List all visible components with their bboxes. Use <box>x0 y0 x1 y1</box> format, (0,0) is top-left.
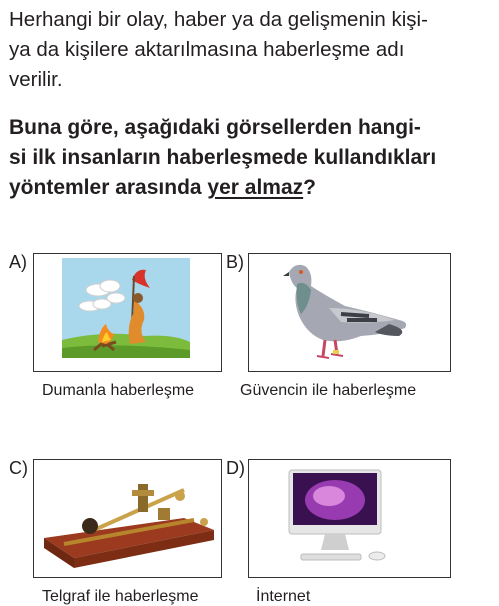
question-line-3 <box>9 173 495 203</box>
pigeon-photo <box>249 254 450 371</box>
question-line-1: Buna göre, aşağıdaki görsellerden hangi- <box>9 116 421 139</box>
computer-monitor-photo <box>249 460 450 577</box>
question-mark: ? <box>303 176 316 199</box>
option-c-caption: Telgraf ile haberleşme <box>42 588 199 605</box>
question-text <box>9 113 495 203</box>
telegraph-key-photo <box>34 460 221 577</box>
option-c-letter: C) <box>9 458 28 478</box>
option-b-image-frame <box>248 253 451 372</box>
option-a-image-frame <box>33 253 222 372</box>
option-d-caption: İnternet <box>256 588 311 605</box>
option-d-letter: D) <box>226 458 245 478</box>
smoke-signal-illustration <box>34 254 221 371</box>
question-emphasis: yer almaz <box>207 176 304 199</box>
option-a-caption: Dumanla haberleşme <box>42 382 195 399</box>
option-a-letter: A) <box>9 252 27 272</box>
question-line-3-start: yöntemler arasında <box>9 176 208 199</box>
option-b-letter: B) <box>226 252 244 272</box>
option-c-image-frame <box>33 459 222 578</box>
option-d-image-frame <box>248 459 451 578</box>
question-line-2: si ilk insanların haberleşmede kullandıkları <box>9 146 437 169</box>
intro-paragraph <box>9 5 495 95</box>
intro-line-1: Herhangi bir olay, haber ya da gelişmenin kişi- <box>9 8 428 31</box>
option-b-caption: Güvencin ile haberleşme <box>240 382 417 399</box>
intro-line-2: ya da kişilere aktarılmasına haberleşme adı <box>9 38 405 61</box>
intro-line-3: verilir. <box>9 68 63 91</box>
